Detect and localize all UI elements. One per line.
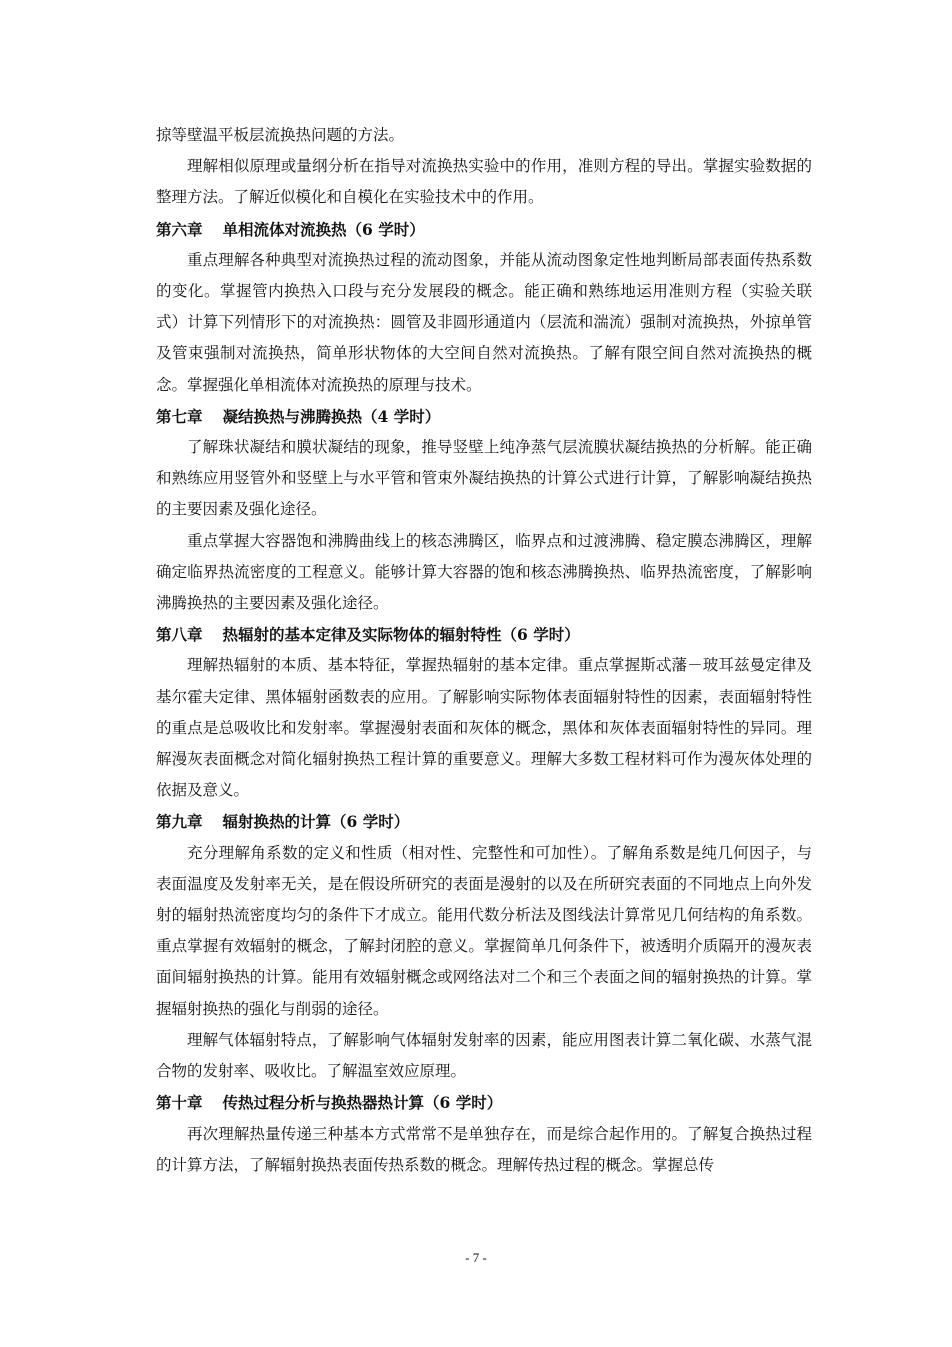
paragraph-chapter-7a: 了解珠状凝结和膜状凝结的现象，推导竖壁上纯净蒸气层流膜状凝结换热的分析解。能正确和熟练应用竖管外和竖壁上与水平管和管束外凝结换热的计算公式进行计算，了解影响凝结换热的主要因素及强化途径。 bbox=[156, 438, 812, 519]
chapter-7-heading bbox=[156, 401, 812, 432]
page-number: - 7 - bbox=[465, 1250, 487, 1265]
chapter-10-title: 传热过程分析与换热器热计算（6 学时） bbox=[222, 1093, 503, 1113]
chapter-6-heading bbox=[156, 214, 812, 245]
chapter-7-title: 凝结换热与沸腾换热（4 学时） bbox=[222, 406, 441, 426]
paragraph-chapter-9b: 理解气体辐射特点，了解影响气体辐射发射率的因素，能应用图表计算二氧化碳、水蒸气混合物的发射率、吸收比。了解温室效应原理。 bbox=[156, 1030, 812, 1081]
paragraph-chapter-7b: 重点掌握大容器饱和沸腾曲线上的核态沸腾区，临界点和过渡沸腾、稳定膜态沸腾区，理解确定临界热流密度的工程意义。能够计算大容器的饱和核态沸腾换热、临界热流密度，了解影响沸腾换热的主要因素及强化途径。 bbox=[156, 531, 812, 613]
chapter-9-number: 第九章 bbox=[156, 812, 203, 832]
chapter-9-title: 辐射换热的计算（6 学时） bbox=[222, 812, 410, 832]
paragraph-intro-2: 理解相似原理或量纲分析在指导对流换热实验中的作用，准则方程的导出。掌握实验数据的整理方法。了解近似模化和自模化在实验技术中的作用。 bbox=[156, 157, 812, 207]
chapter-9-heading bbox=[156, 806, 812, 837]
paragraph-intro-1: 掠等壁温平板层流换热问题的方法。 bbox=[156, 126, 405, 144]
page-body bbox=[156, 120, 812, 1181]
chapter-10-number: 第十章 bbox=[156, 1093, 203, 1113]
chapter-10-heading bbox=[156, 1087, 812, 1118]
paragraph-chapter-9a: 充分理解角系数的定义和性质（相对性、完整性和可加性）。了解角系数是纯几何因子，与表面温度及发射率无关，是在假设所研究的表面是漫射的以及在所研究表面的不同地点上向外发射的辐射热流密度均匀的条件下才成立。能用代数分析法及图线法计算常见几何结构的角系数。重点掌握有效辐射的概念，了解封闭腔的意义。掌握简单几何条件下，被透明介质隔开的漫灰表面间辐射换热的计算。能用有效辐射概念或网络法对二个和三个表面之间的辐射换热的计算。掌握辐射换热的强化与削弱的途径。 bbox=[156, 843, 812, 1018]
chapter-6-number: 第六章 bbox=[156, 219, 203, 239]
paragraph-chapter-6: 重点理解各种典型对流换热过程的流动图象，并能从流动图象定性地判断局部表面传热系数的变化。掌握管内换热入口段与充分发展段的概念。能正确和熟练地运用准则方程（实验关联式）计算下列情形下的对流换热：圆管及非圆形通道内（层流和湍流）强制对流换热，外掠单管及管束强制对流换热，简单形状物体的大空间自然对流换热。了解有限空间自然对流换热的概念。掌握强化单相流体对流换热的原理与技术。 bbox=[156, 250, 812, 394]
paragraph-chapter-10: 再次理解热量传递三种基本方式常常不是单独存在，而是综合起作用的。了解复合换热过程的计算方法，了解辐射换热表面传热系数的概念。理解传热过程的概念。掌握总传 bbox=[156, 1124, 812, 1174]
chapter-6-title: 单相流体对流换热（6 学时） bbox=[222, 219, 425, 239]
chapter-8-title: 热辐射的基本定律及实际物体的辐射特性（6 学时） bbox=[222, 625, 580, 645]
paragraph-chapter-8: 理解热辐射的本质、基本特征，掌握热辐射的基本定律。重点掌握斯忒藩－玻耳兹曼定律及基尔霍夫定律、黑体辐射函数表的应用。了解影响实际物体表面辐射特性的因素，表面辐射特性的重点是总吸收比和发射率。掌握漫射表面和灰体的概念，黑体和灰体表面辐射特性的异同。理解漫灰表面概念对简化辐射换热工程计算的重要意义。理解大多数工程材料可作为漫灰体处理的依据及意义。 bbox=[156, 656, 812, 800]
chapter-8-heading bbox=[156, 619, 812, 650]
chapter-7-number: 第七章 bbox=[156, 406, 203, 426]
chapter-8-number: 第八章 bbox=[156, 625, 203, 645]
